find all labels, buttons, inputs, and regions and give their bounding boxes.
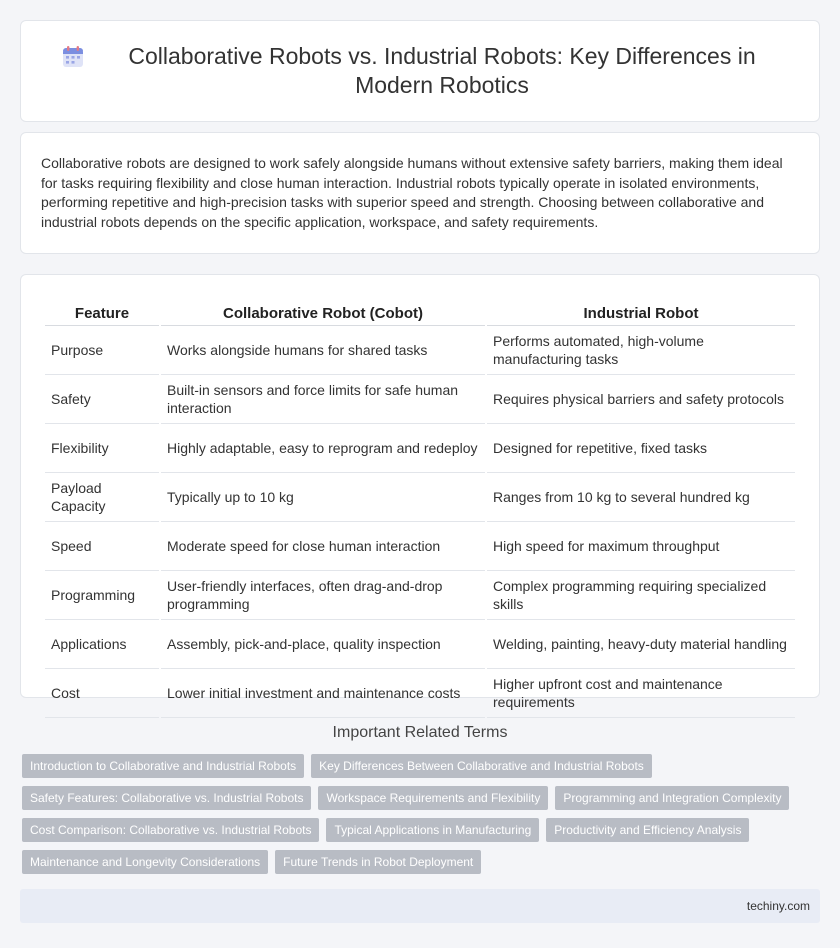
intro-paragraph: Collaborative robots are designed to work safely alongside humans without extensive safety barriers, making them ideal for tasks requiring flexibility and close human interaction. Industrial robots typically operate in isolated environments, performing repetitive and high-precision tasks with superior speed and strength. Choosing between collaborative and industrial robots depends on the specific application, workspace, and safety requirements. [41, 155, 783, 230]
table-row [45, 571, 795, 620]
calendar-icon [61, 45, 85, 69]
comparison-table-card [20, 274, 820, 710]
cobot-cell: Moderate speed for close human interaction [161, 522, 485, 571]
related-term-tag[interactable]: Typical Applications in Manufacturing [326, 818, 539, 842]
industrial-cell: Requires physical barriers and safety protocols [487, 375, 795, 424]
feature-cell: Programming [45, 571, 159, 620]
feature-cell: Applications [45, 620, 159, 669]
industrial-cell: High speed for maximum throughput [487, 522, 795, 571]
related-term-tag[interactable]: Introduction to Collaborative and Industrial Robots [22, 754, 304, 778]
page-title: Collaborative Robots vs. Industrial Robots: Key Differences in Modern Robotics [128, 43, 756, 98]
feature-cell: Safety [45, 375, 159, 424]
related-terms-tags [0, 754, 840, 874]
feature-cell: Flexibility [45, 424, 159, 473]
table-row [45, 424, 795, 473]
table-row [45, 326, 795, 375]
related-term-tag[interactable]: Workspace Requirements and Flexibility [318, 786, 548, 810]
related-term-tag[interactable]: Cost Comparison: Collaborative vs. Industrial Robots [22, 818, 319, 842]
cobot-cell: Works alongside humans for shared tasks [161, 326, 485, 375]
header-card [20, 20, 820, 122]
industrial-cell: Welding, painting, heavy-duty material handling [487, 620, 795, 669]
feature-cell: Purpose [45, 326, 159, 375]
industrial-cell: Designed for repetitive, fixed tasks [487, 424, 795, 473]
table-row [45, 669, 795, 718]
cobot-cell: Lower initial investment and maintenance costs [161, 669, 485, 718]
feature-cell: Payload Capacity [45, 473, 159, 522]
related-term-tag[interactable]: Safety Features: Collaborative vs. Industrial Robots [22, 786, 311, 810]
related-term-tag[interactable]: Future Trends in Robot Deployment [275, 850, 481, 874]
column-header-industrial: Industrial Robot [487, 299, 795, 326]
footer-brand[interactable]: techiny.com [746, 899, 810, 913]
table-row [45, 375, 795, 424]
industrial-cell: Higher upfront cost and maintenance requirements [487, 669, 795, 718]
related-terms-title: Important Related Terms [332, 724, 508, 741]
table-row [45, 620, 795, 669]
feature-cell: Speed [45, 522, 159, 571]
table-row [45, 522, 795, 571]
cobot-cell: Built-in sensors and force limits for safe human interaction [161, 375, 485, 424]
table-header-row [45, 299, 795, 326]
column-header-feature: Feature [45, 299, 159, 326]
related-term-tag[interactable]: Productivity and Efficiency Analysis [546, 818, 749, 842]
industrial-cell: Ranges from 10 kg to several hundred kg [487, 473, 795, 522]
industrial-cell: Complex programming requiring specialized skills [487, 571, 795, 620]
industrial-cell: Performs automated, high-volume manufacturing tasks [487, 326, 795, 375]
footer [20, 889, 820, 923]
related-term-tag[interactable]: Maintenance and Longevity Considerations [22, 850, 268, 874]
feature-cell: Cost [45, 669, 159, 718]
related-term-tag[interactable]: Key Differences Between Collaborative and Industrial Robots [311, 754, 652, 778]
cobot-cell: User-friendly interfaces, often drag-and-drop programming [161, 571, 485, 620]
related-term-tag[interactable]: Programming and Integration Complexity [555, 786, 789, 810]
cobot-cell: Assembly, pick-and-place, quality inspection [161, 620, 485, 669]
column-header-cobot: Collaborative Robot (Cobot) [161, 299, 485, 326]
cobot-cell: Highly adaptable, easy to reprogram and redeploy [161, 424, 485, 473]
table-row [45, 473, 795, 522]
intro-card [20, 132, 820, 254]
related-terms-section [0, 724, 840, 874]
header [61, 42, 779, 100]
comparison-table [43, 299, 797, 718]
cobot-cell: Typically up to 10 kg [161, 473, 485, 522]
